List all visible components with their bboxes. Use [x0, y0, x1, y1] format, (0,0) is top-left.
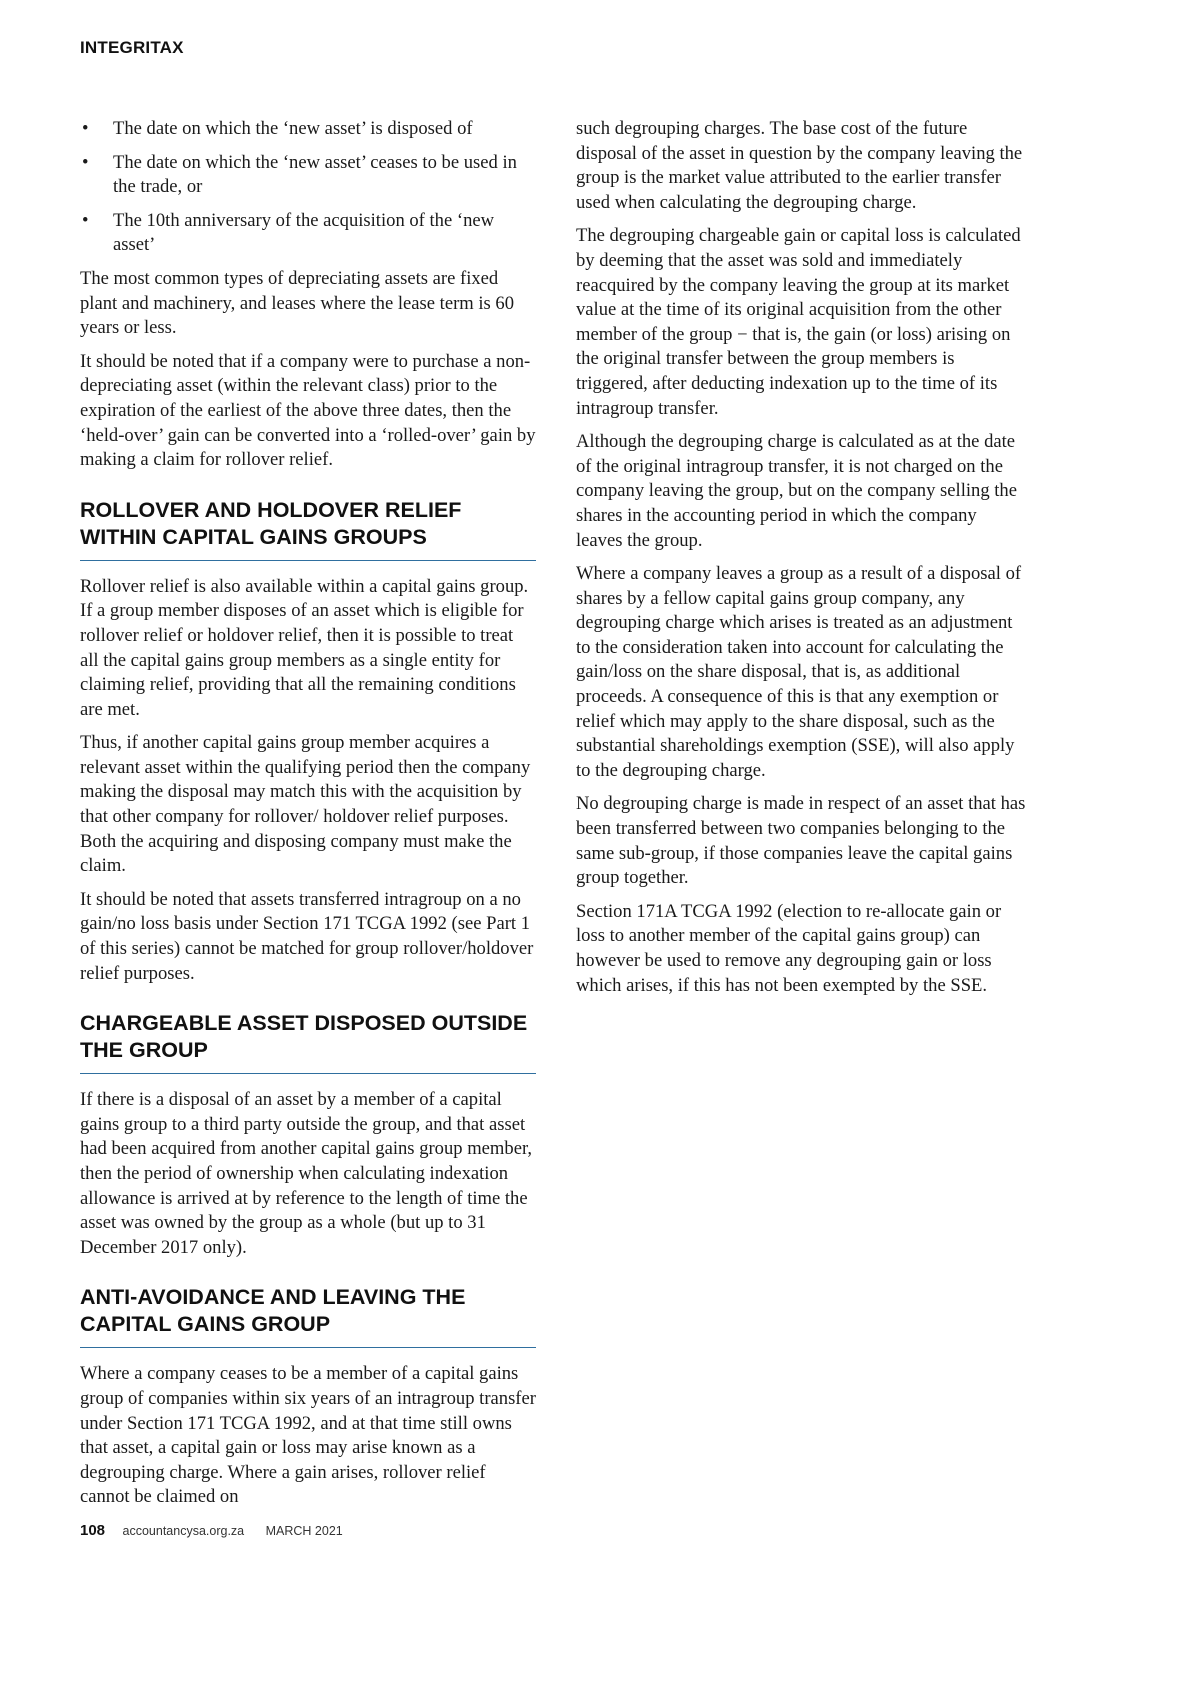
page-number: 108: [80, 1522, 106, 1539]
body-paragraph: The degrouping chargeable gain or capital loss is calculated by deeming that the asset was sold and immediately reacquired by the company leaving the group at its market value at the time of its original acquisition from the other member of the group − that is, the gain (or loss) arising on the original transfer between the group members is triggered, after deducting indexation up to the time of its intragroup transfer.: [576, 225, 1021, 419]
bullet-icon: •: [82, 151, 89, 173]
body-paragraph: Where a company leaves a group as a result of a disposal of shares by a fellow capital gains group company, any degrouping charge which arises is treated as an adjustment to the consideration taken into account for calculating the gain/loss on the share disposal, that is, as additional proceeds. A consequence of this is that any exemption or relief which may apply to the share disposal, such as the substantial shareholdings exemption (SSE), will also apply to the degrouping charge.: [576, 563, 1022, 781]
publication-brand: INTEGRITAX: [80, 38, 184, 57]
body-paragraph: It should be noted that assets transferred intragroup on a no gain/no loss basis under Section 171 TCGA 1992 (see Part 1 of this series) cannot be matched for group rollover/holdover relief purposes.: [80, 888, 534, 984]
section-heading-anti-avoidance: ANTI-AVOIDANCE AND LEAVING THE CAPITAL GAINS GROUP: [80, 1284, 536, 1348]
bullet-item: [80, 151, 536, 200]
body-paragraph: Where a company ceases to be a member of a capital gains group of companies within six years of an intragroup transfer under Section 171 TCGA 1992, and at that time still owns that asset, a capital gain or loss may arise known as a degrouping charge. Where a gain arises, rollover relief cannot be claimed on: [80, 1363, 536, 1508]
bullet-text: The date on which the ‘new asset’ ceases to be used in the trade, or: [113, 151, 517, 198]
section-heading-chargeable-asset: CHARGEABLE ASSET DISPOSED OUTSIDE THE GROUP: [80, 1010, 536, 1074]
body-paragraph: If there is a disposal of an asset by a member of a capital gains group to a third party outside the group, and that asset had been acquired from another capital gains group member, then the period of ownership when calculating indexation allowance is arrived at by reference to the length of time the asset was owned by the group as a whole (but up to 31 December 2017 only).: [80, 1089, 533, 1258]
body-paragraph: Section 171A TCGA 1992 (election to re-allocate gain or loss to another member of the capital gains group) can however be used to remove any degrouping gain or loss which arises, if this has not been exempted by the SSE.: [576, 900, 1002, 996]
page-footer: [80, 1522, 343, 1539]
bullet-text: The date on which the ‘new asset’ is disposed of: [113, 118, 473, 139]
issue-date: MARCH 2021: [265, 1524, 343, 1538]
body-paragraph: It should be noted that if a company were to purchase a non-depreciating asset (within the relevant class) prior to the expiration of the earliest of the above three dates, then the ‘held-over’ gain can be converted into a ‘rolled-over’ gain by making a claim for rollover relief.: [80, 350, 536, 471]
bullet-icon: •: [82, 118, 89, 139]
body-paragraph: Rollover relief is also available within a capital gains group. If a group member disposes of an asset which is eligible for rollover relief or holdover relief, then it is possible to treat all the capital gains group members as a single entity for claiming relief, providing that all the remaining conditions are met.: [80, 575, 529, 720]
body-paragraph: The most common types of depreciating assets are fixed plant and machinery, and leases where the lease term is 60 years or less.: [80, 267, 515, 339]
bullet-item: [80, 117, 536, 142]
section-heading-rollover-holdover: ROLLOVER AND HOLDOVER RELIEF WITHIN CAPITAL GAINS GROUPS: [80, 497, 536, 561]
bullet-list: [80, 117, 536, 258]
bullet-icon: •: [82, 209, 89, 231]
body-paragraph: Although the degrouping charge is calculated as at the date of the original intragroup transfer, it is not charged on the company leaving the group, but on the company selling the shares in the accounting period in which the company leaves the group.: [576, 431, 1017, 551]
body-paragraph: No degrouping charge is made in respect of an asset that has been transferred between two companies belonging to the same sub-group, if those companies leave the capital gains group together.: [576, 793, 1026, 889]
left-column: [80, 117, 536, 1519]
right-column: [576, 117, 1026, 1007]
body-paragraph: such degrouping charges. The base cost of the future disposal of the asset in question by the company leaving the group is the market value attributed to the earlier transfer used when calculating the degrouping charge.: [576, 118, 1023, 213]
body-paragraph: Thus, if another capital gains group member acquires a relevant asset within the qualifying period then the company making the disposal may match this with the acquisition by that other company for rollover/ holdover relief purposes. Both the acquiring and disposing company must make the claim.: [80, 732, 531, 877]
bullet-text: The 10th anniversary of the acquisition of the ‘new asset’: [113, 209, 495, 256]
website-link[interactable]: accountancysa.org.za: [122, 1524, 245, 1538]
bullet-item: [80, 209, 536, 258]
